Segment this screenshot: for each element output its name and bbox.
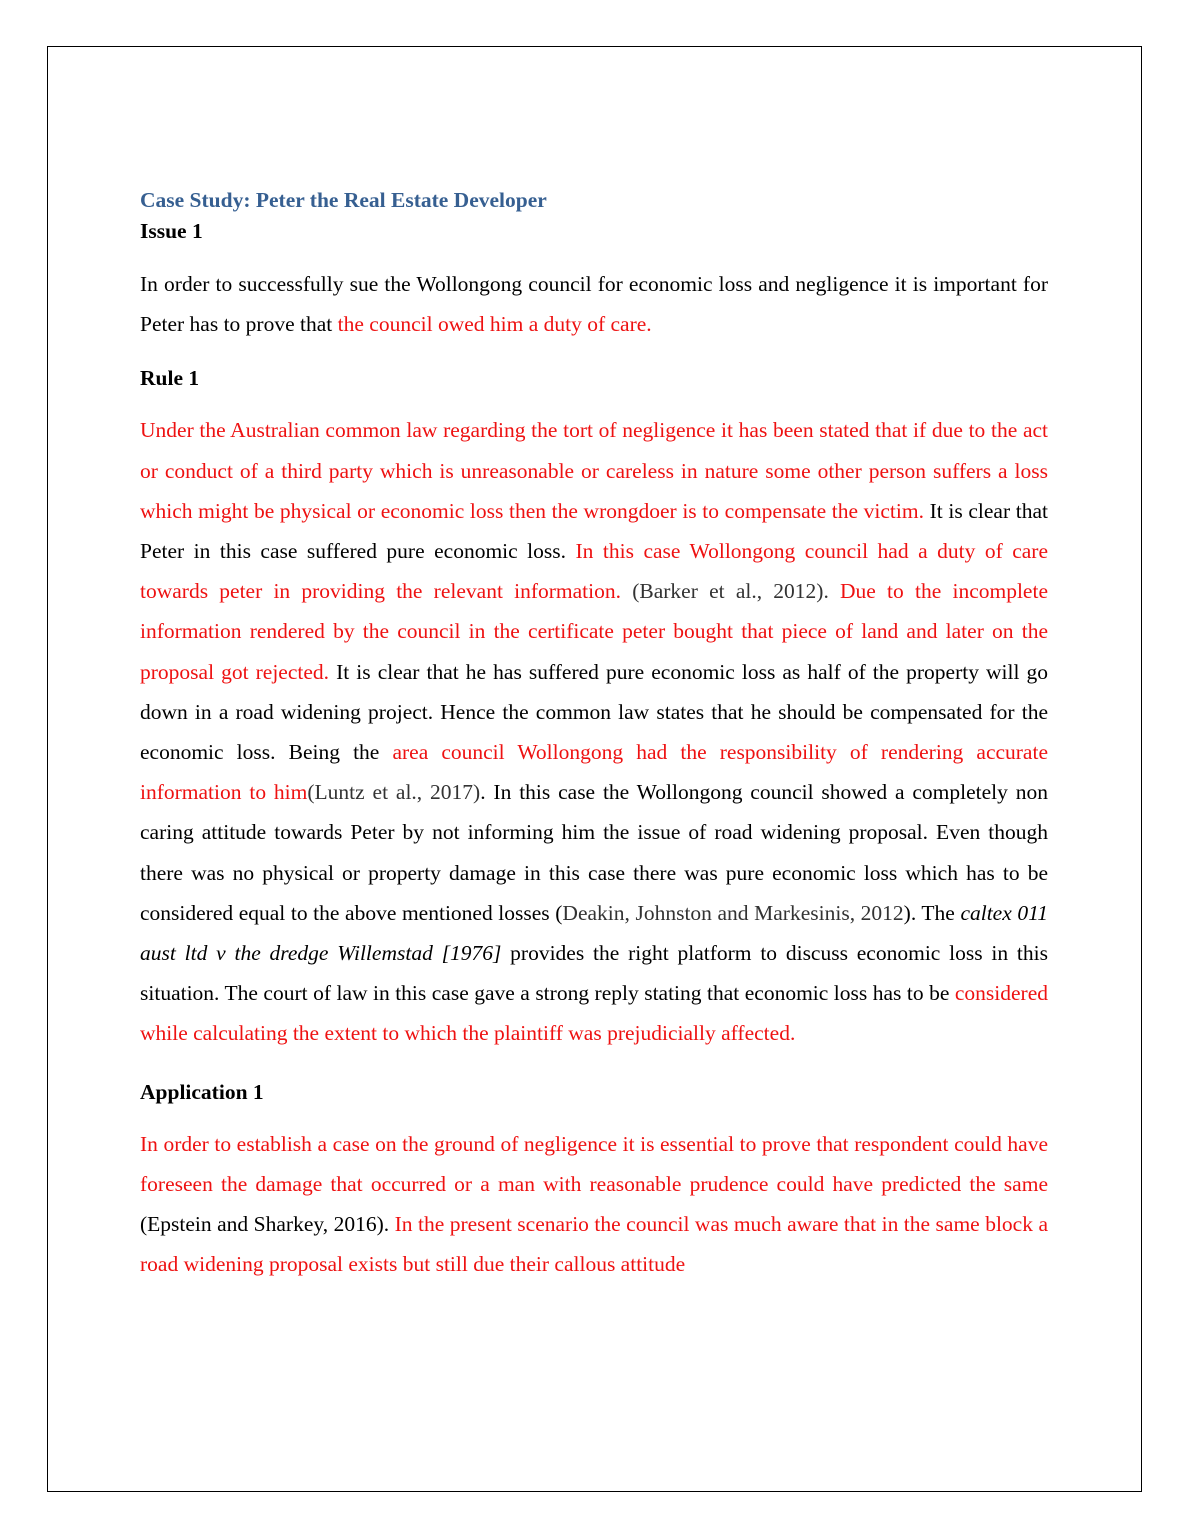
issue-heading: Issue 1 bbox=[140, 219, 203, 243]
citation-epstein: (Epstein and Sharkey, 2016). bbox=[140, 1212, 395, 1237]
issue-text: In order to successfully sue the Wollongong council for economic loss and negligence it is important for Peter has to prove that bbox=[140, 272, 1048, 337]
rule-highlight-5: considered while calculating the extent to which the plaintiff was prejudicially affected. bbox=[140, 981, 1048, 1046]
rule-text-3: . In this case the Wollongong council showed a completely non caring attitude towards Peter by not informing him the issue of road widening proposal. Even though there was no physical or property damage in this case there was pure economic loss which has to be considered equal to the above mentioned losses ( bbox=[140, 780, 1048, 925]
rule-text-4: ). The bbox=[903, 900, 961, 925]
application-paragraph bbox=[140, 1124, 1048, 1285]
rule-text-1: It is clear that Peter in this case suffered pure economic loss. bbox=[140, 498, 1048, 564]
rule-paragraph bbox=[140, 410, 1048, 1053]
rule-heading: Rule 1 bbox=[140, 366, 200, 391]
rule-highlight-1: Under the Australian common law regarding the tort of negligence it has been stated that if due to the act or conduct of a third party which is unreasonable or careless in nature some other person suffers a loss which might be physical or economic loss then the wrongdoer is to compensate the victim. bbox=[140, 418, 1048, 523]
issue-paragraph bbox=[140, 264, 1048, 344]
rule-highlight-4: area council Wollongong had the responsibility of rendering accurate information to him bbox=[140, 740, 1048, 805]
application-highlight-1: In order to establish a case on the ground of negligence it is essential to prove that respondent could have foreseen the damage that occurred or a man with reasonable prudence could have predicted the same bbox=[140, 1131, 1048, 1196]
rule-text-2: It is clear that he has suffered pure economic loss as half of the property will go down in a road widening project. Hence the common law states that he should be compensated for the economic loss. Being the bbox=[140, 659, 1049, 765]
document-title: Case Study: Peter the Real Estate Developer bbox=[140, 188, 547, 212]
citation-deakin: Deakin, Johnston and Markesinis, 2012 bbox=[562, 900, 904, 925]
application-highlight-2: In the present scenario the council was much aware that in the same block a road widening proposal exists but still due their callous attitude bbox=[140, 1212, 1048, 1277]
citation-barker: (Barker et al., 2012). bbox=[621, 579, 841, 604]
rule-text-5: provides the right platform to discuss economic loss in this situation. The court of law in this case gave a strong reply stating that economic loss has to be bbox=[140, 941, 1048, 1006]
application-heading: Application 1 bbox=[140, 1079, 264, 1104]
rule-highlight-3: Due to the incomplete information rendered by the council in the certificate peter bought that piece of land and later on the proposal got rejected. bbox=[140, 579, 1048, 684]
issue-highlight: the council owed him a duty of care. bbox=[337, 312, 652, 337]
rule-highlight-2: In this case Wollongong council had a duty of care towards peter in providing the relevant information. bbox=[140, 539, 1048, 604]
citation-luntz: (Luntz et al., 2017) bbox=[307, 780, 481, 805]
document-body bbox=[140, 186, 1048, 1284]
case-name-caltex: caltex 011 aust ltd v the dredge Willemstad [1976] bbox=[140, 900, 1049, 966]
